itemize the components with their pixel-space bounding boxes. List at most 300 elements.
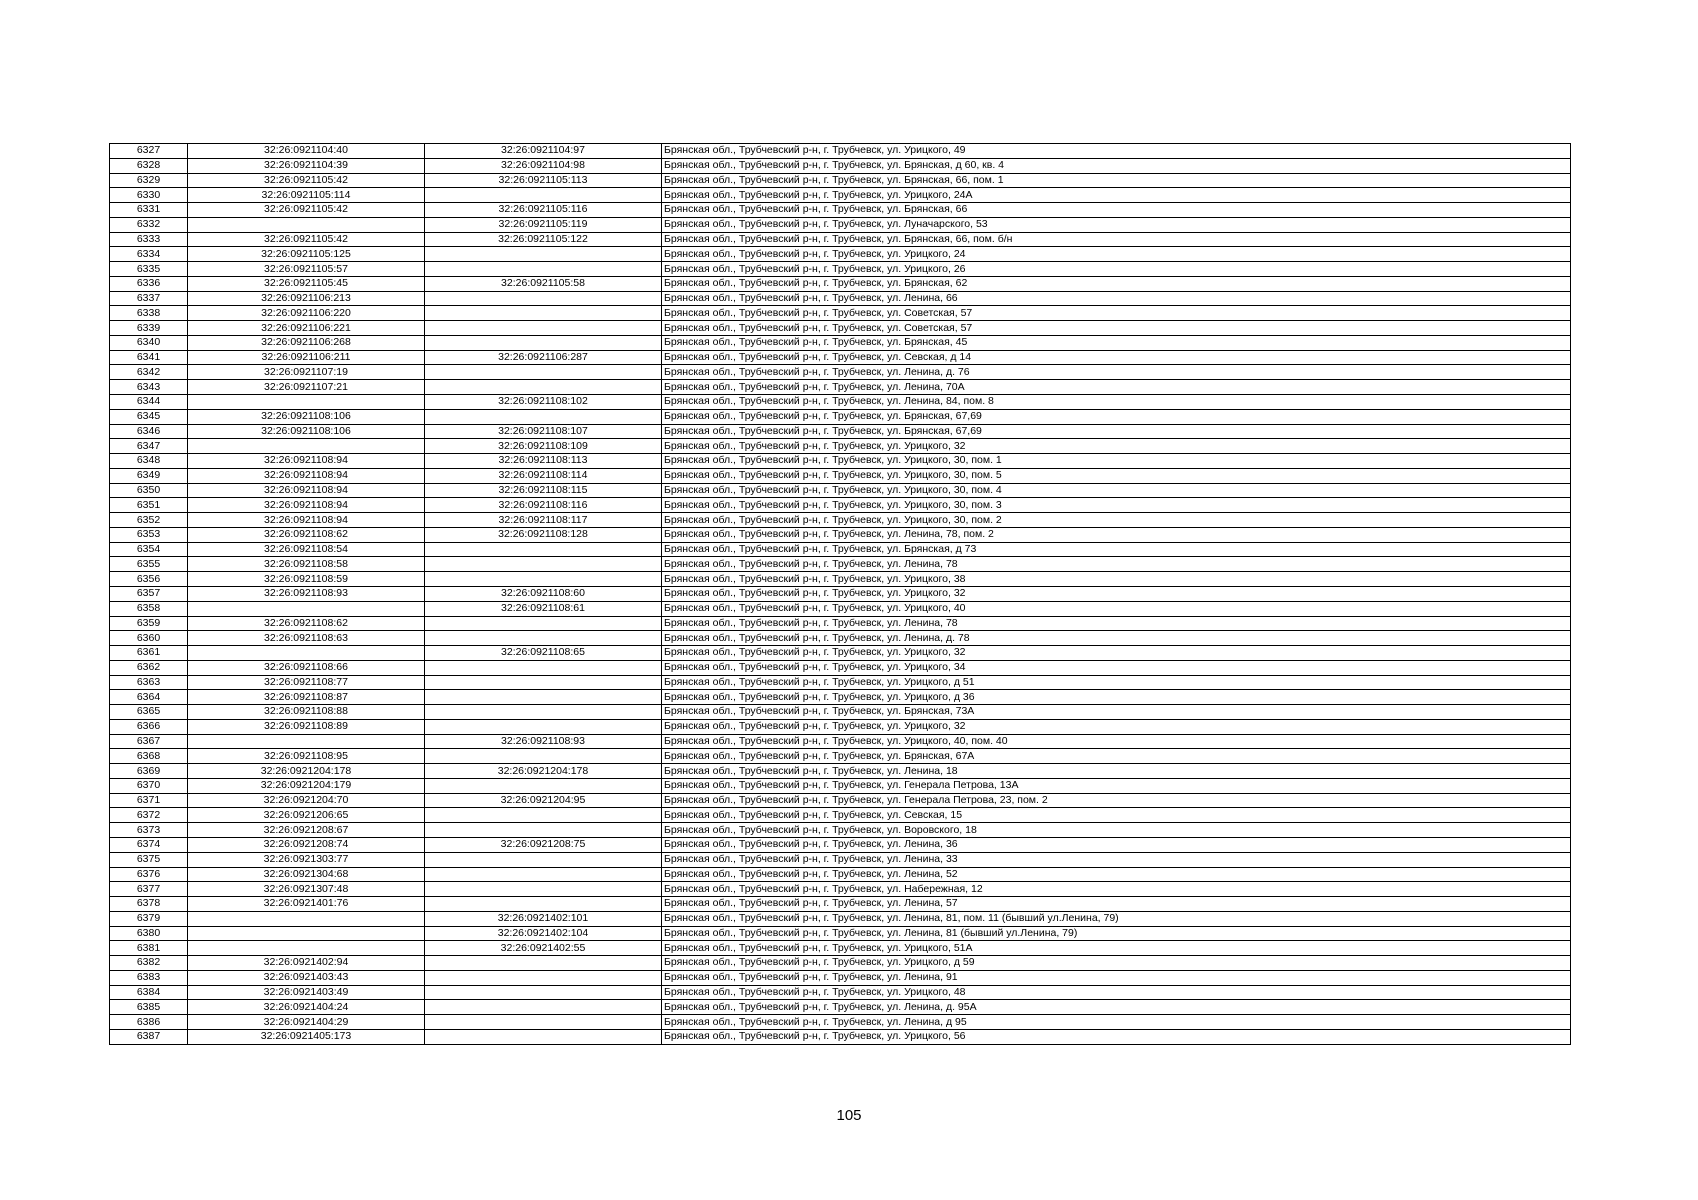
table-row [110,173,1571,188]
table-body [110,144,1571,1045]
cadastral-number-cell [188,646,425,661]
address-cell: Брянская обл., Трубчевский р-н, г. Трубчевск, ул. Ленина, 33 [662,852,1571,867]
row-number-cell: 6366 [110,719,188,734]
cadastral-number-cell: 32:26:0921105:42 [188,232,425,247]
address-cell: Брянская обл., Трубчевский р-н, г. Трубчевск, ул. Брянская, 62 [662,276,1571,291]
cadastral-number-cell [188,734,425,749]
table-row [110,483,1571,498]
linked-cadastral-number-cell [425,808,662,823]
row-number-cell: 6382 [110,956,188,971]
linked-cadastral-number-cell [425,675,662,690]
address-cell: Брянская обл., Трубчевский р-н, г. Трубчевск, ул. Урицкого, д 36 [662,690,1571,705]
address-cell: Брянская обл., Трубчевский р-н, г. Трубчевск, ул. Урицкого, 30, пом. 2 [662,513,1571,528]
table-row [110,498,1571,513]
row-number-cell: 6331 [110,203,188,218]
linked-cadastral-number-cell [425,262,662,277]
cadastral-number-cell: 32:26:0921104:40 [188,144,425,159]
address-cell: Брянская обл., Трубчевский р-н, г. Трубчевск, ул. Брянская, 66 [662,203,1571,218]
address-cell: Брянская обл., Трубчевский р-н, г. Трубчевск, ул. Советская, 57 [662,306,1571,321]
table-row [110,823,1571,838]
cadastral-number-cell [188,926,425,941]
address-cell: Брянская обл., Трубчевский р-н, г. Трубчевск, ул. Севская, 15 [662,808,1571,823]
linked-cadastral-number-cell [425,690,662,705]
cadastral-number-cell: 32:26:0921303:77 [188,852,425,867]
row-number-cell: 6329 [110,173,188,188]
linked-cadastral-number-cell: 32:26:0921108:107 [425,424,662,439]
linked-cadastral-number-cell: 32:26:0921105:119 [425,217,662,232]
cadastral-number-cell: 32:26:0921108:54 [188,542,425,557]
address-cell: Брянская обл., Трубчевский р-н, г. Трубчевск, ул. Ленина, 66 [662,291,1571,306]
cadastral-number-cell: 32:26:0921208:74 [188,837,425,852]
linked-cadastral-number-cell [425,719,662,734]
cadastral-number-cell: 32:26:0921206:65 [188,808,425,823]
address-cell: Брянская обл., Трубчевский р-н, г. Трубчевск, ул. Урицкого, 40 [662,601,1571,616]
cadastral-number-cell: 32:26:0921108:94 [188,468,425,483]
address-cell: Брянская обл., Трубчевский р-н, г. Трубчевск, ул. Урицкого, 32 [662,719,1571,734]
address-cell: Брянская обл., Трубчевский р-н, г. Трубчевск, ул. Ленина, 78 [662,616,1571,631]
linked-cadastral-number-cell: 32:26:0921104:97 [425,144,662,159]
cadastral-number-cell: 32:26:0921108:94 [188,498,425,513]
address-cell: Брянская обл., Трубчевский р-н, г. Трубчевск, ул. Ленина, 52 [662,867,1571,882]
table-row [110,247,1571,262]
cadastral-number-cell [188,439,425,454]
linked-cadastral-number-cell [425,291,662,306]
row-number-cell: 6373 [110,823,188,838]
linked-cadastral-number-cell: 32:26:0921105:58 [425,276,662,291]
row-number-cell: 6358 [110,601,188,616]
address-cell: Брянская обл., Трубчевский р-н, г. Трубчевск, ул. Ленина, 36 [662,837,1571,852]
row-number-cell: 6381 [110,941,188,956]
row-number-cell: 6377 [110,882,188,897]
cadastral-number-cell: 32:26:0921108:94 [188,513,425,528]
row-number-cell: 6369 [110,764,188,779]
row-number-cell: 6371 [110,793,188,808]
table-row [110,852,1571,867]
address-cell: Брянская обл., Трубчевский р-н, г. Трубчевск, ул. Ленина, 78 [662,557,1571,572]
table-row [110,262,1571,277]
linked-cadastral-number-cell [425,660,662,675]
row-number-cell: 6328 [110,158,188,173]
address-cell: Брянская обл., Трубчевский р-н, г. Трубчевск, ул. Ленина, 84, пом. 8 [662,395,1571,410]
cadastral-number-cell [188,395,425,410]
table-row [110,734,1571,749]
address-cell: Брянская обл., Трубчевский р-н, г. Трубчевск, ул. Ленина, 91 [662,970,1571,985]
address-cell: Брянская обл., Трубчевский р-н, г. Трубчевск, ул. Урицкого, 38 [662,572,1571,587]
row-number-cell: 6383 [110,970,188,985]
row-number-cell: 6367 [110,734,188,749]
linked-cadastral-number-cell: 32:26:0921108:117 [425,513,662,528]
cadastral-number-cell: 32:26:0921108:62 [188,527,425,542]
cadastral-number-cell: 32:26:0921404:24 [188,1000,425,1015]
address-cell: Брянская обл., Трубчевский р-н, г. Трубчевск, ул. Ленина, д 95 [662,1015,1571,1030]
address-cell: Брянская обл., Трубчевский р-н, г. Трубчевск, ул. Брянская, 67,69 [662,424,1571,439]
address-cell: Брянская обл., Трубчевский р-н, г. Трубчевск, ул. Урицкого, 49 [662,144,1571,159]
table-row [110,616,1571,631]
linked-cadastral-number-cell: 32:26:0921108:114 [425,468,662,483]
row-number-cell: 6350 [110,483,188,498]
linked-cadastral-number-cell: 32:26:0921402:55 [425,941,662,956]
linked-cadastral-number-cell: 32:26:0921108:65 [425,646,662,661]
row-number-cell: 6365 [110,705,188,720]
cadastral-number-cell: 32:26:0921105:45 [188,276,425,291]
cadastral-number-cell: 32:26:0921204:178 [188,764,425,779]
row-number-cell: 6353 [110,527,188,542]
cadastral-number-cell: 32:26:0921307:48 [188,882,425,897]
table-row [110,778,1571,793]
linked-cadastral-number-cell [425,897,662,912]
address-cell: Брянская обл., Трубчевский р-н, г. Трубчевск, ул. Урицкого, д 51 [662,675,1571,690]
table-row [110,897,1571,912]
cadastral-number-cell: 32:26:0921405:173 [188,1029,425,1044]
address-cell: Брянская обл., Трубчевский р-н, г. Трубчевск, ул. Воровского, 18 [662,823,1571,838]
table-row [110,1015,1571,1030]
address-cell: Брянская обл., Трубчевский р-н, г. Трубчевск, ул. Генерала Петрова, 23, пом. 2 [662,793,1571,808]
row-number-cell: 6336 [110,276,188,291]
row-number-cell: 6341 [110,350,188,365]
table-row [110,690,1571,705]
property-register-table [109,143,1571,1045]
table-row [110,926,1571,941]
linked-cadastral-number-cell [425,365,662,380]
table-row [110,660,1571,675]
address-cell: Брянская обл., Трубчевский р-н, г. Трубчевск, ул. Ленина, 78, пом. 2 [662,527,1571,542]
address-cell: Брянская обл., Трубчевский р-н, г. Трубчевск, ул. Брянская, 45 [662,335,1571,350]
table-row [110,217,1571,232]
address-cell: Брянская обл., Трубчевский р-н, г. Трубчевск, ул. Ленина, 81 (бывший ул.Ленина, 79) [662,926,1571,941]
row-number-cell: 6361 [110,646,188,661]
cadastral-number-cell: 32:26:0921304:68 [188,867,425,882]
linked-cadastral-number-cell: 32:26:0921108:61 [425,601,662,616]
cadastral-number-cell: 32:26:0921204:179 [188,778,425,793]
cadastral-number-cell: 32:26:0921403:43 [188,970,425,985]
cadastral-number-cell: 32:26:0921107:19 [188,365,425,380]
linked-cadastral-number-cell [425,749,662,764]
address-cell: Брянская обл., Трубчевский р-н, г. Трубчевск, ул. Урицкого, д 59 [662,956,1571,971]
table-row [110,306,1571,321]
linked-cadastral-number-cell [425,409,662,424]
row-number-cell: 6343 [110,380,188,395]
linked-cadastral-number-cell [425,306,662,321]
linked-cadastral-number-cell [425,867,662,882]
row-number-cell: 6340 [110,335,188,350]
row-number-cell: 6332 [110,217,188,232]
address-cell: Брянская обл., Трубчевский р-н, г. Трубчевск, ул. Брянская, 66, пом. б/н [662,232,1571,247]
linked-cadastral-number-cell [425,852,662,867]
linked-cadastral-number-cell: 32:26:0921105:122 [425,232,662,247]
address-cell: Брянская обл., Трубчевский р-н, г. Трубчевск, ул. Урицкого, 40, пом. 40 [662,734,1571,749]
table-row [110,335,1571,350]
row-number-cell: 6375 [110,852,188,867]
table-row [110,793,1571,808]
row-number-cell: 6380 [110,926,188,941]
linked-cadastral-number-cell [425,616,662,631]
cadastral-number-cell: 32:26:0921104:39 [188,158,425,173]
table-row [110,941,1571,956]
table-row [110,188,1571,203]
table-row [110,749,1571,764]
cadastral-number-cell [188,601,425,616]
linked-cadastral-number-cell: 32:26:0921108:113 [425,454,662,469]
cadastral-number-cell: 32:26:0921108:95 [188,749,425,764]
linked-cadastral-number-cell [425,970,662,985]
cadastral-number-cell [188,217,425,232]
table-row [110,705,1571,720]
linked-cadastral-number-cell: 32:26:0921108:115 [425,483,662,498]
cadastral-number-cell: 32:26:0921108:89 [188,719,425,734]
cadastral-number-cell [188,911,425,926]
address-cell: Брянская обл., Трубчевский р-н, г. Трубчевск, ул. Брянская, д 60, кв. 4 [662,158,1571,173]
row-number-cell: 6327 [110,144,188,159]
linked-cadastral-number-cell: 32:26:0921402:101 [425,911,662,926]
address-cell: Брянская обл., Трубчевский р-н, г. Трубчевск, ул. Урицкого, 24 [662,247,1571,262]
linked-cadastral-number-cell [425,542,662,557]
address-cell: Брянская обл., Трубчевский р-н, г. Трубчевск, ул. Ленина, д. 95А [662,1000,1571,1015]
row-number-cell: 6376 [110,867,188,882]
linked-cadastral-number-cell [425,778,662,793]
linked-cadastral-number-cell [425,557,662,572]
address-cell: Брянская обл., Трубчевский р-н, г. Трубчевск, ул. Урицкого, 26 [662,262,1571,277]
cadastral-number-cell: 32:26:0921105:114 [188,188,425,203]
linked-cadastral-number-cell: 32:26:0921104:98 [425,158,662,173]
cadastral-number-cell: 32:26:0921108:94 [188,454,425,469]
linked-cadastral-number-cell [425,188,662,203]
row-number-cell: 6333 [110,232,188,247]
linked-cadastral-number-cell: 32:26:0921204:95 [425,793,662,808]
linked-cadastral-number-cell [425,1029,662,1044]
linked-cadastral-number-cell: 32:26:0921105:116 [425,203,662,218]
row-number-cell: 6368 [110,749,188,764]
linked-cadastral-number-cell [425,631,662,646]
cadastral-number-cell: 32:26:0921106:211 [188,350,425,365]
row-number-cell: 6386 [110,1015,188,1030]
table-row [110,601,1571,616]
linked-cadastral-number-cell [425,335,662,350]
row-number-cell: 6335 [110,262,188,277]
address-cell: Брянская обл., Трубчевский р-н, г. Трубчевск, ул. Ленина, 70А [662,380,1571,395]
address-cell: Брянская обл., Трубчевский р-н, г. Трубчевск, ул. Урицкого, 56 [662,1029,1571,1044]
row-number-cell: 6384 [110,985,188,1000]
linked-cadastral-number-cell [425,705,662,720]
linked-cadastral-number-cell: 32:26:0921402:104 [425,926,662,941]
cadastral-number-cell: 32:26:0921106:221 [188,321,425,336]
table-row [110,719,1571,734]
table-row [110,454,1571,469]
cadastral-number-cell: 32:26:0921105:42 [188,173,425,188]
linked-cadastral-number-cell: 32:26:0921108:102 [425,395,662,410]
linked-cadastral-number-cell [425,956,662,971]
row-number-cell: 6349 [110,468,188,483]
address-cell: Брянская обл., Трубчевский р-н, г. Трубчевск, ул. Урицкого, 32 [662,646,1571,661]
row-number-cell: 6342 [110,365,188,380]
linked-cadastral-number-cell [425,1000,662,1015]
table-row [110,808,1571,823]
address-cell: Брянская обл., Трубчевский р-н, г. Трубчевск, ул. Урицкого, 30, пом. 3 [662,498,1571,513]
table-row [110,439,1571,454]
table-row [110,867,1571,882]
table-row [110,291,1571,306]
cadastral-number-cell: 32:26:0921108:88 [188,705,425,720]
linked-cadastral-number-cell: 32:26:0921106:287 [425,350,662,365]
linked-cadastral-number-cell: 32:26:0921108:128 [425,527,662,542]
address-cell: Брянская обл., Трубчевский р-н, г. Трубчевск, ул. Урицкого, 51А [662,941,1571,956]
address-cell: Брянская обл., Трубчевский р-н, г. Трубчевск, ул. Брянская, 73А [662,705,1571,720]
table-row [110,232,1571,247]
address-cell: Брянская обл., Трубчевский р-н, г. Трубчевск, ул. Ленина, д. 78 [662,631,1571,646]
table-row [110,985,1571,1000]
cadastral-number-cell: 32:26:0921108:94 [188,483,425,498]
address-cell: Брянская обл., Трубчевский р-н, г. Трубчевск, ул. Луначарского, 53 [662,217,1571,232]
cadastral-number-cell: 32:26:0921106:220 [188,306,425,321]
row-number-cell: 6348 [110,454,188,469]
row-number-cell: 6374 [110,837,188,852]
cadastral-number-cell: 32:26:0921108:63 [188,631,425,646]
linked-cadastral-number-cell: 32:26:0921105:113 [425,173,662,188]
row-number-cell: 6351 [110,498,188,513]
table-row [110,882,1571,897]
table-row [110,144,1571,159]
table-row [110,321,1571,336]
row-number-cell: 6354 [110,542,188,557]
address-cell: Брянская обл., Трубчевский р-н, г. Трубчевск, ул. Ленина, 81, пом. 11 (бывший ул.Ленина, 79) [662,911,1571,926]
row-number-cell: 6359 [110,616,188,631]
cadastral-number-cell: 32:26:0921108:106 [188,424,425,439]
table-row [110,468,1571,483]
address-cell: Брянская обл., Трубчевский р-н, г. Трубчевск, ул. Брянская, 67,69 [662,409,1571,424]
linked-cadastral-number-cell: 32:26:0921108:60 [425,586,662,601]
cadastral-number-cell: 32:26:0921404:29 [188,1015,425,1030]
address-cell: Брянская обл., Трубчевский р-н, г. Трубчевск, ул. Ленина, д. 76 [662,365,1571,380]
cadastral-number-cell: 32:26:0921403:49 [188,985,425,1000]
table-row [110,586,1571,601]
linked-cadastral-number-cell [425,380,662,395]
row-number-cell: 6387 [110,1029,188,1044]
address-cell: Брянская обл., Трубчевский р-н, г. Трубчевск, ул. Брянская, 66, пом. 1 [662,173,1571,188]
address-cell: Брянская обл., Трубчевский р-н, г. Трубчевск, ул. Ленина, 18 [662,764,1571,779]
cadastral-number-cell: 32:26:0921107:21 [188,380,425,395]
address-cell: Брянская обл., Трубчевский р-н, г. Трубчевск, ул. Урицкого, 32 [662,439,1571,454]
linked-cadastral-number-cell: 32:26:0921208:75 [425,837,662,852]
address-cell: Брянская обл., Трубчевский р-н, г. Трубчевск, ул. Урицкого, 34 [662,660,1571,675]
row-number-cell: 6344 [110,395,188,410]
linked-cadastral-number-cell: 32:26:0921108:93 [425,734,662,749]
linked-cadastral-number-cell [425,1015,662,1030]
table-row [110,365,1571,380]
address-cell: Брянская обл., Трубчевский р-н, г. Трубчевск, ул. Урицкого, 30, пом. 4 [662,483,1571,498]
row-number-cell: 6370 [110,778,188,793]
linked-cadastral-number-cell: 32:26:0921204:178 [425,764,662,779]
row-number-cell: 6372 [110,808,188,823]
table-row [110,675,1571,690]
cadastral-number-cell: 32:26:0921108:66 [188,660,425,675]
row-number-cell: 6330 [110,188,188,203]
linked-cadastral-number-cell: 32:26:0921108:109 [425,439,662,454]
table-row [110,646,1571,661]
linked-cadastral-number-cell [425,321,662,336]
table-row [110,380,1571,395]
table-row [110,158,1571,173]
cadastral-number-cell: 32:26:0921105:42 [188,203,425,218]
row-number-cell: 6346 [110,424,188,439]
cadastral-number-cell: 32:26:0921105:57 [188,262,425,277]
cadastral-number-cell: 32:26:0921106:268 [188,335,425,350]
linked-cadastral-number-cell [425,247,662,262]
table-row [110,424,1571,439]
address-cell: Брянская обл., Трубчевский р-н, г. Трубчевск, ул. Советская, 57 [662,321,1571,336]
table-row [110,1000,1571,1015]
row-number-cell: 6385 [110,1000,188,1015]
row-number-cell: 6378 [110,897,188,912]
address-cell: Брянская обл., Трубчевский р-н, г. Трубчевск, ул. Урицкого, 24А [662,188,1571,203]
cadastral-number-cell: 32:26:0921108:106 [188,409,425,424]
row-number-cell: 6355 [110,557,188,572]
cadastral-number-cell: 32:26:0921108:77 [188,675,425,690]
cadastral-number-cell: 32:26:0921108:93 [188,586,425,601]
cadastral-number-cell: 32:26:0921401:76 [188,897,425,912]
address-cell: Брянская обл., Трубчевский р-н, г. Трубчевск, ул. Севская, д 14 [662,350,1571,365]
linked-cadastral-number-cell: 32:26:0921108:116 [425,498,662,513]
page-number: 105 [836,1107,862,1124]
row-number-cell: 6379 [110,911,188,926]
row-number-cell: 6337 [110,291,188,306]
table-row [110,631,1571,646]
table-row [110,513,1571,528]
table-row [110,970,1571,985]
table-row [110,837,1571,852]
address-cell: Брянская обл., Трубчевский р-н, г. Трубчевск, ул. Урицкого, 48 [662,985,1571,1000]
cadastral-number-cell: 32:26:0921106:213 [188,291,425,306]
cadastral-number-cell: 32:26:0921208:67 [188,823,425,838]
linked-cadastral-number-cell [425,823,662,838]
table-row [110,395,1571,410]
address-cell: Брянская обл., Трубчевский р-н, г. Трубчевск, ул. Брянская, д 73 [662,542,1571,557]
row-number-cell: 6339 [110,321,188,336]
table-row [110,572,1571,587]
table-row [110,409,1571,424]
address-cell: Брянская обл., Трубчевский р-н, г. Трубчевск, ул. Генерала Петрова, 13А [662,778,1571,793]
row-number-cell: 6345 [110,409,188,424]
table-row [110,911,1571,926]
linked-cadastral-number-cell [425,985,662,1000]
cadastral-number-cell: 32:26:0921204:70 [188,793,425,808]
row-number-cell: 6338 [110,306,188,321]
row-number-cell: 6356 [110,572,188,587]
table-row [110,542,1571,557]
table-row [110,557,1571,572]
row-number-cell: 6364 [110,690,188,705]
row-number-cell: 6360 [110,631,188,646]
table-row [110,1029,1571,1044]
row-number-cell: 6352 [110,513,188,528]
table-row [110,203,1571,218]
table-row [110,764,1571,779]
table-row [110,276,1571,291]
address-cell: Брянская обл., Трубчевский р-н, г. Трубчевск, ул. Урицкого, 32 [662,586,1571,601]
table-row [110,956,1571,971]
address-cell: Брянская обл., Трубчевский р-н, г. Трубчевск, ул. Урицкого, 30, пом. 5 [662,468,1571,483]
row-number-cell: 6363 [110,675,188,690]
row-number-cell: 6347 [110,439,188,454]
cadastral-number-cell: 32:26:0921108:62 [188,616,425,631]
cadastral-number-cell: 32:26:0921105:125 [188,247,425,262]
linked-cadastral-number-cell [425,882,662,897]
row-number-cell: 6357 [110,586,188,601]
address-cell: Брянская обл., Трубчевский р-н, г. Трубчевск, ул. Урицкого, 30, пом. 1 [662,454,1571,469]
address-cell: Брянская обл., Трубчевский р-н, г. Трубчевск, ул. Брянская, 67А [662,749,1571,764]
cadastral-number-cell [188,941,425,956]
cadastral-number-cell: 32:26:0921402:94 [188,956,425,971]
address-cell: Брянская обл., Трубчевский р-н, г. Трубчевск, ул. Ленина, 57 [662,897,1571,912]
cadastral-number-cell: 32:26:0921108:59 [188,572,425,587]
